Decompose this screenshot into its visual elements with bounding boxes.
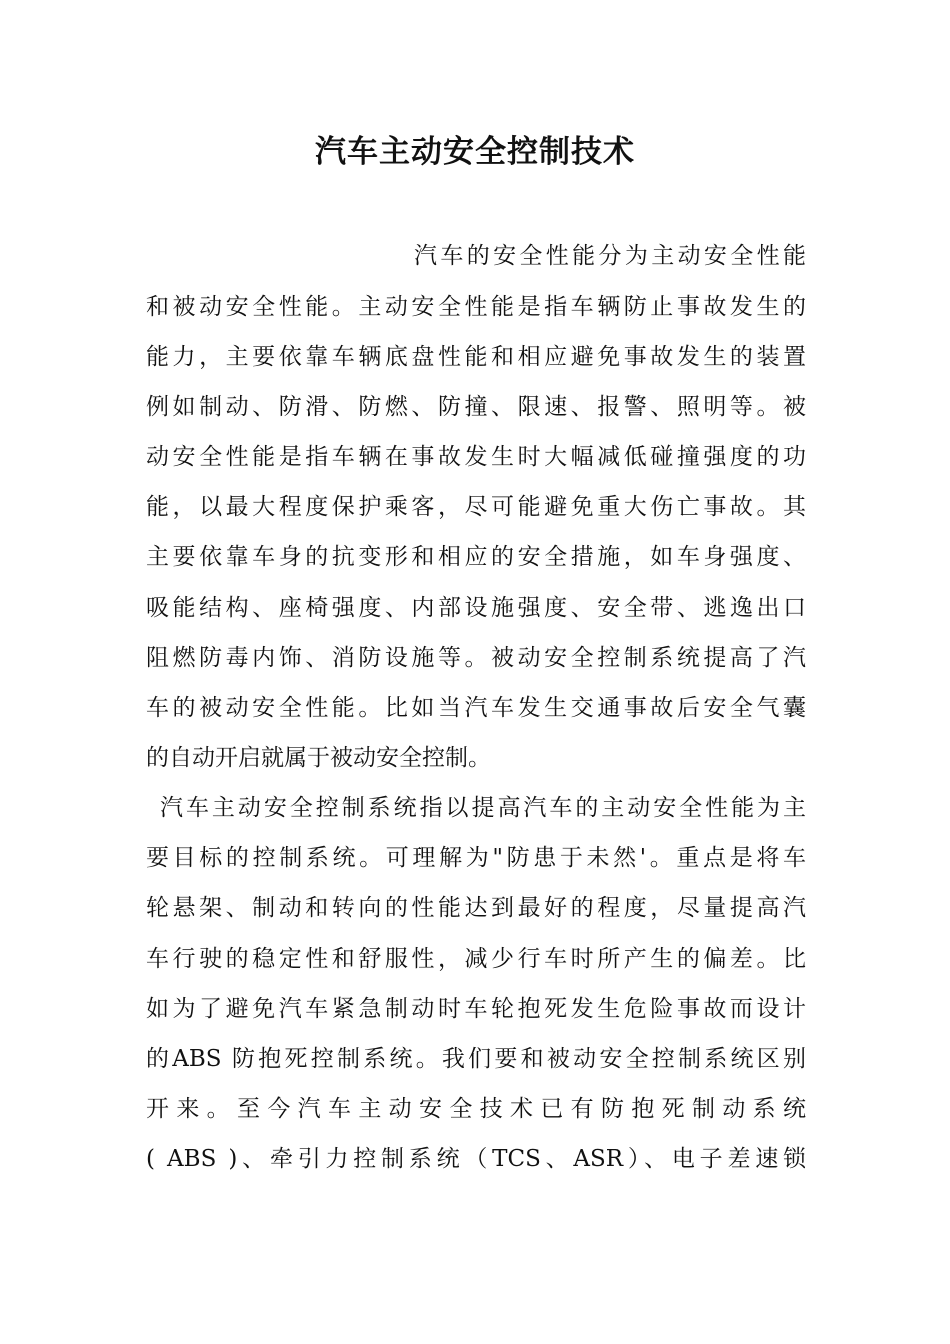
paragraph-2-line-7: 开来。至今汽车主动安全技术已有防抱死制动系统 (146, 1096, 806, 1122)
paragraph-1-line-5: 动安全性能是指车辆在事故发生时大幅减低碰撞强度的功 (146, 444, 806, 470)
paragraph-1-line-9: 阻燃防毒内饰、消防设施等。被动安全控制系统提高了汽 (146, 645, 806, 671)
paragraph-1-line-2: 和被动安全性能。主动安全性能是指车辆防止事故发生的 (146, 294, 806, 320)
paragraph-1-line-8: 吸能结构、座椅强度、内部设施强度、安全带、逃逸出口 (146, 595, 806, 621)
paragraph-1-line-10: 车的被动安全性能。比如当汽车发生交通事故后安全气囊 (146, 695, 806, 721)
paragraph-2-line-4: 车行驶的稳定性和舒服性，减少行车时所产生的偏差。比 (146, 946, 806, 972)
paragraph-1-line-3: 能力，主要依靠车辆底盘性能和相应避免事故发生的装置 (146, 344, 806, 370)
paragraph-1-line-11: 的自动开启就属于被动安全控制。 (146, 745, 491, 771)
document-title: 汽车主动安全控制技术 (315, 134, 635, 170)
paragraph-1-line-7: 主要依靠车身的抗变形和相应的安全措施，如车身强度、 (146, 544, 806, 570)
paragraph-1-line-1: 汽车的安全性能分为主动安全性能 (414, 243, 806, 269)
paragraph-2-line-8: ( ABS )、牵引力控制系统（TCS、ASR）、电子差速锁 (146, 1146, 806, 1172)
paragraph-2-line-2: 要目标的控制系统。可理解为"防患于未然'。重点是将车 (146, 845, 806, 871)
paragraph-1-line-4: 例如制动、防滑、防燃、防撞、限速、报警、照明等。被 (146, 394, 806, 420)
paragraph-2-line-6: 的ABS 防抱死控制系统。我们要和被动安全控制系统区别 (146, 1046, 806, 1072)
paragraph-1-line-6: 能，以最大程度保护乘客，尽可能避免重大伤亡事故。其 (146, 494, 806, 520)
paragraph-2-line-3: 轮悬架、制动和转向的性能达到最好的程度，尽量提高汽 (146, 895, 806, 921)
paragraph-2-line-1: 汽车主动安全控制系统指以提高汽车的主动安全性能为主 (160, 795, 806, 821)
paragraph-2-line-5: 如为了避免汽车紧急制动时车轮抱死发生危险事故而设计 (146, 996, 806, 1022)
